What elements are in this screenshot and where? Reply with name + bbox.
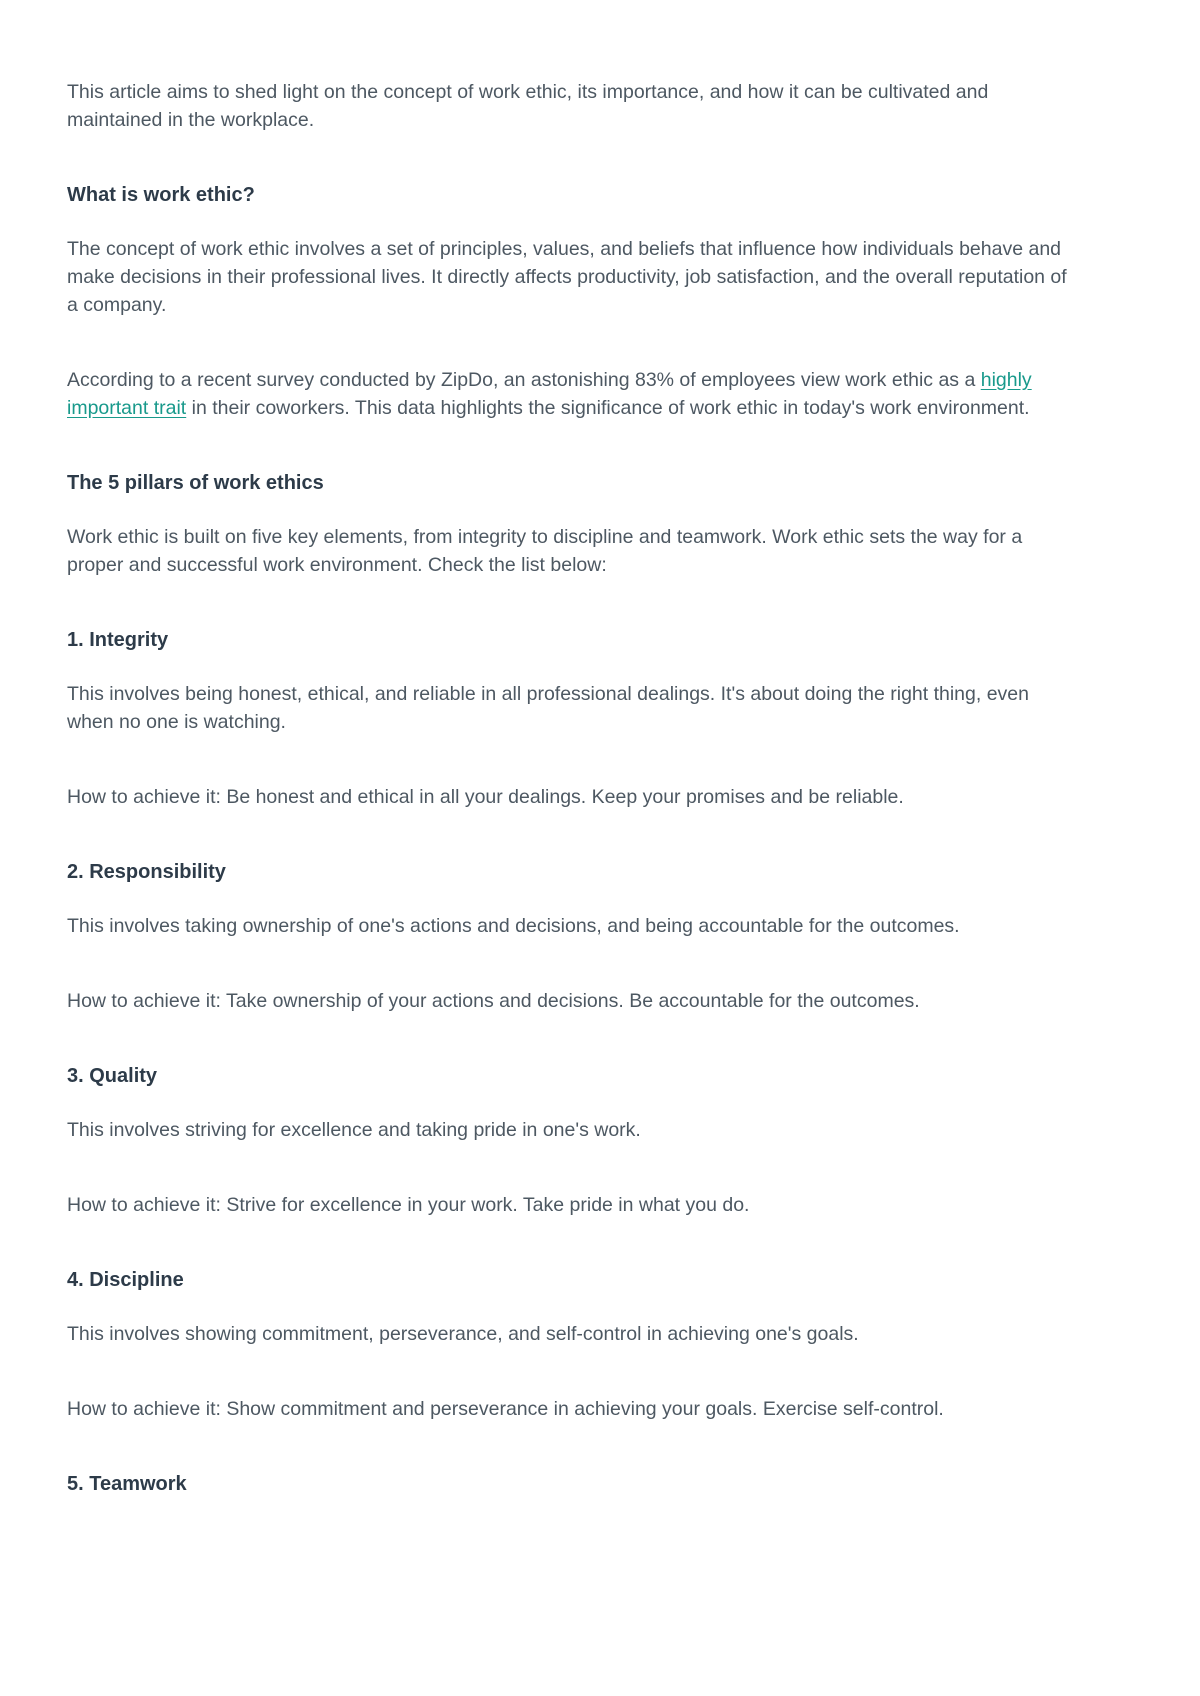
pillar-heading: 3. Quality <box>67 1065 158 1087</box>
pillar-heading: 5. Teamwork <box>67 1473 187 1495</box>
pillar-section-quality <box>67 1062 1070 1219</box>
concept-paragraph: The concept of work ethic involves a set of principles, values, and beliefs that influence how individuals behave and make decisions in their professional lives. It directly affects productivity, job satisfaction, and the overall reputation of a company. <box>67 238 1067 316</box>
pillar-section-teamwork <box>67 1470 1070 1498</box>
pillar-how-to: How to achieve it: Show commitment and perseverance in achieving your goals. Exercise self-control. <box>67 1398 944 1420</box>
pillar-section-responsibility <box>67 858 1070 1015</box>
highly-important-trait-link[interactable]: highly important trait <box>67 369 1032 419</box>
pillar-section-discipline <box>67 1266 1070 1423</box>
survey-text-after: in their coworkers. This data highlights the significance of work ethic in today's work environment. <box>186 397 1030 419</box>
pillar-description: This involves taking ownership of one's actions and decisions, and being accountable for the outcomes. <box>67 915 960 937</box>
intro-paragraph: This article aims to shed light on the concept of work ethic, its importance, and how it can be cultivated and maintained in the workplace. <box>67 81 989 131</box>
pillar-section-integrity <box>67 626 1070 811</box>
pillar-description: This involves showing commitment, perseverance, and self-control in achieving one's goals. <box>67 1323 859 1345</box>
pillar-how-to: How to achieve it: Take ownership of your actions and decisions. Be accountable for the outcomes. <box>67 990 920 1012</box>
pillar-heading: 1. Integrity <box>67 629 169 651</box>
pillars-intro-paragraph: Work ethic is built on five key elements, from integrity to discipline and teamwork. Work ethic sets the way for a proper and successful work environment. Check the list below: <box>67 526 1023 576</box>
survey-text-before: According to a recent survey conducted by ZipDo, an astonishing 83% of employees view work ethic as a <box>67 369 981 391</box>
pillar-heading: 4. Discipline <box>67 1269 184 1291</box>
five-pillars-heading: The 5 pillars of work ethics <box>67 472 324 494</box>
pillar-how-to: How to achieve it: Be honest and ethical in all your dealings. Keep your promises and be reliable. <box>67 786 904 808</box>
pillar-description: This involves striving for excellence and taking pride in one's work. <box>67 1119 641 1141</box>
pillar-heading: 2. Responsibility <box>67 861 226 883</box>
what-is-work-ethic-heading: What is work ethic? <box>67 184 255 206</box>
pillar-description: This involves being honest, ethical, and reliable in all professional dealings. It's about doing the right thing, even when no one is watching. <box>67 683 1029 733</box>
survey-paragraph <box>67 366 1070 422</box>
pillar-how-to: How to achieve it: Strive for excellence in your work. Take pride in what you do. <box>67 1194 750 1216</box>
